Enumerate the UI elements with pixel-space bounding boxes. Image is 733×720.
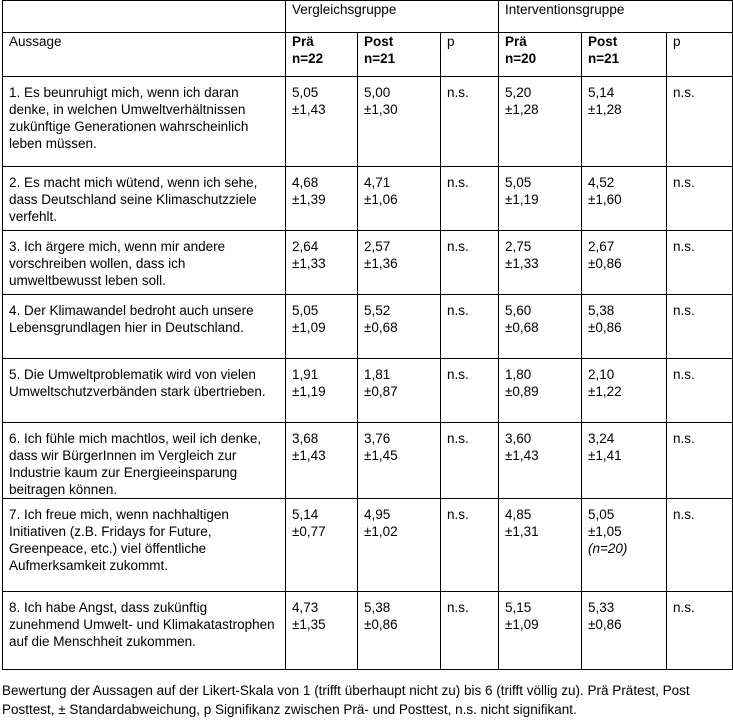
standard-deviation: ±1,60 <box>588 192 622 207</box>
mean-value: 3,60 <box>505 431 532 446</box>
column-header-vg-pre <box>286 33 358 77</box>
value-cell <box>499 423 582 499</box>
table-row <box>3 423 733 499</box>
significance-cell: n.s. <box>667 295 733 359</box>
standard-deviation: ±1,30 <box>364 102 398 117</box>
value-cell <box>286 592 358 670</box>
standard-deviation: ±1,36 <box>364 256 398 271</box>
value-cell <box>499 499 582 592</box>
mean-value: 5,15 <box>505 600 532 615</box>
mean-value: 1,91 <box>292 367 319 382</box>
value-cell <box>358 359 441 423</box>
table-row <box>3 295 733 359</box>
standard-deviation: ±0,86 <box>588 320 622 335</box>
standard-deviation: ±1,33 <box>505 256 539 271</box>
group-header-row <box>3 1 733 33</box>
significance-cell: n.s. <box>441 231 499 295</box>
mean-value: 5,60 <box>505 303 532 318</box>
table-body <box>3 77 733 670</box>
mean-value: 4,95 <box>364 507 391 522</box>
value-cell <box>499 295 582 359</box>
mean-value: 2,67 <box>588 239 615 254</box>
significance-cell: n.s. <box>441 167 499 231</box>
value-cell <box>358 295 441 359</box>
standard-deviation: ±0,68 <box>364 320 398 335</box>
mean-value: 2,75 <box>505 239 532 254</box>
mean-value: 4,73 <box>292 600 319 615</box>
standard-deviation: ±1,43 <box>292 448 326 463</box>
standard-deviation: ±1,09 <box>505 617 539 632</box>
standard-deviation: ±1,28 <box>505 102 539 117</box>
value-cell <box>358 231 441 295</box>
mean-value: 5,05 <box>292 85 319 100</box>
significance-cell: n.s. <box>441 295 499 359</box>
value-cell <box>358 167 441 231</box>
table-row <box>3 592 733 670</box>
standard-deviation: ±1,02 <box>364 524 398 539</box>
sample-size-note: (n=20) <box>588 541 628 556</box>
column-header-vg-p: p <box>441 33 499 77</box>
mean-value: 3,76 <box>364 431 391 446</box>
column-header-ig-post <box>582 33 667 77</box>
value-cell <box>286 167 358 231</box>
value-cell <box>499 359 582 423</box>
value-cell <box>582 359 667 423</box>
column-header-label: Post <box>364 34 394 49</box>
mean-value: 1,81 <box>364 367 391 382</box>
standard-deviation: ±1,19 <box>505 192 539 207</box>
value-cell <box>499 231 582 295</box>
mean-value: 5,38 <box>364 600 391 615</box>
mean-value: 5,14 <box>292 507 319 522</box>
standard-deviation: ±0,86 <box>364 617 398 632</box>
mean-value: 5,05 <box>588 507 615 522</box>
results-table <box>2 0 733 670</box>
value-cell <box>286 77 358 167</box>
group-header-intervention: Interventionsgruppe <box>499 1 733 33</box>
mean-value: 2,10 <box>588 367 615 382</box>
standard-deviation: ±1,05 <box>588 524 622 539</box>
value-cell <box>582 592 667 670</box>
significance-cell: n.s. <box>667 167 733 231</box>
statement-cell: 3. Ich ärgere mich, wenn mir andere vorschreiben wollen, dass ich umweltbewusst leben soll. <box>3 231 286 295</box>
standard-deviation: ±1,22 <box>588 384 622 399</box>
mean-value: 1,80 <box>505 367 532 382</box>
significance-cell: n.s. <box>667 359 733 423</box>
table-row <box>3 77 733 167</box>
table-row <box>3 359 733 423</box>
table-row <box>3 167 733 231</box>
significance-cell: n.s. <box>667 423 733 499</box>
value-cell <box>582 295 667 359</box>
mean-value: 5,14 <box>588 85 615 100</box>
mean-value: 2,64 <box>292 239 319 254</box>
significance-cell: n.s. <box>667 231 733 295</box>
value-cell <box>582 231 667 295</box>
column-header-aussage: Aussage <box>3 33 286 77</box>
significance-cell: n.s. <box>667 77 733 167</box>
value-cell <box>499 77 582 167</box>
empty-header-cell <box>3 1 286 33</box>
standard-deviation: ±0,86 <box>588 256 622 271</box>
mean-value: 5,38 <box>588 303 615 318</box>
significance-cell: n.s. <box>667 592 733 670</box>
standard-deviation: ±1,43 <box>505 448 539 463</box>
standard-deviation: ±1,31 <box>505 524 539 539</box>
value-cell <box>582 499 667 592</box>
standard-deviation: ±1,45 <box>364 448 398 463</box>
mean-value: 3,24 <box>588 431 615 446</box>
mean-value: 5,00 <box>364 85 391 100</box>
value-cell <box>286 359 358 423</box>
value-cell <box>499 592 582 670</box>
significance-cell: n.s. <box>441 359 499 423</box>
statement-cell: 1. Es beunruhigt mich, wenn ich daran denke, in welchen Umweltverhältnissen zukünftige Generationen wahrscheinlich leben müssen. <box>3 77 286 167</box>
standard-deviation: ±0,68 <box>505 320 539 335</box>
standard-deviation: ±1,28 <box>588 102 622 117</box>
statement-cell: 2. Es macht mich wütend, wenn ich sehe, dass Deutschland seine Klimaschutzziele verfehlt. <box>3 167 286 231</box>
value-cell <box>582 77 667 167</box>
significance-cell: n.s. <box>441 423 499 499</box>
mean-value: 5,20 <box>505 85 532 100</box>
significance-cell: n.s. <box>441 499 499 592</box>
standard-deviation: ±1,33 <box>292 256 326 271</box>
value-cell <box>582 423 667 499</box>
statement-cell: 7. Ich freue mich, wenn nachhaltigen Initiativen (z.B. Fridays for Future, Greenpeace, etc.) viel öffentliche Aufmerksamkeit zukommt. <box>3 499 286 592</box>
table-row <box>3 499 733 592</box>
standard-deviation: ±1,41 <box>588 448 622 463</box>
statement-cell: 8. Ich habe Angst, dass zukünftig zunehmend Umwelt- und Klimakatastrophen auf die Menschheit zukommen. <box>3 592 286 670</box>
mean-value: 3,68 <box>292 431 319 446</box>
mean-value: 5,05 <box>505 175 532 190</box>
standard-deviation: ±0,86 <box>588 617 622 632</box>
mean-value: 4,68 <box>292 175 319 190</box>
mean-value: 5,05 <box>292 303 319 318</box>
column-header-ig-pre <box>499 33 582 77</box>
significance-cell: n.s. <box>441 77 499 167</box>
standard-deviation: ±1,39 <box>292 192 326 207</box>
group-header-vergleich: Vergleichsgruppe <box>286 1 499 33</box>
value-cell <box>286 423 358 499</box>
table-row <box>3 231 733 295</box>
column-header-n: n=22 <box>292 51 324 66</box>
column-header-n: n=21 <box>364 51 396 66</box>
standard-deviation: ±1,09 <box>292 320 326 335</box>
column-header-label: Post <box>588 34 618 49</box>
mean-value: 4,85 <box>505 507 532 522</box>
mean-value: 4,71 <box>364 175 391 190</box>
standard-deviation: ±1,35 <box>292 617 326 632</box>
statement-cell: 4. Der Klimawandel bedroht auch unsere Lebensgrundlagen hier in Deutschland. <box>3 295 286 359</box>
significance-cell: n.s. <box>667 499 733 592</box>
value-cell <box>286 499 358 592</box>
value-cell <box>582 167 667 231</box>
standard-deviation: ±0,89 <box>505 384 539 399</box>
statement-cell: 5. Die Umweltproblematik wird von vielen Umweltschutzverbänden stark übertrieben. <box>3 359 286 423</box>
standard-deviation: ±0,87 <box>364 384 398 399</box>
value-cell <box>286 231 358 295</box>
mean-value: 2,57 <box>364 239 391 254</box>
standard-deviation: ±0,77 <box>292 524 326 539</box>
statement-cell: 6. Ich fühle mich machtlos, weil ich denke, dass wir BürgerInnen im Vergleich zur Industrie kaum zur Energieeinsparung beitragen können. <box>3 423 286 499</box>
table-footnote: Bewertung der Aussagen auf der Likert-Skala von 1 (trifft überhaupt nicht zu) bis 6 (trifft völlig zu). Prä Prätest, Post Posttest, ± Standardabweichung, p Signifikanz zwischen Prä- und Posttest, n.s. nicht signifikant. <box>2 683 690 717</box>
mean-value: 5,52 <box>364 303 391 318</box>
value-cell <box>358 592 441 670</box>
standard-deviation: ±1,43 <box>292 102 326 117</box>
column-header-vg-post <box>358 33 441 77</box>
value-cell <box>358 77 441 167</box>
mean-value: 5,33 <box>588 600 615 615</box>
value-cell <box>358 499 441 592</box>
value-cell <box>499 167 582 231</box>
significance-cell: n.s. <box>441 592 499 670</box>
column-header-ig-p: p <box>667 33 733 77</box>
column-header-label: Prä <box>505 34 527 49</box>
column-header-label: Prä <box>292 34 314 49</box>
column-header-row <box>3 33 733 77</box>
value-cell <box>286 295 358 359</box>
standard-deviation: ±1,19 <box>292 384 326 399</box>
column-header-n: n=21 <box>588 51 620 66</box>
column-header-n: n=20 <box>505 51 537 66</box>
mean-value: 4,52 <box>588 175 615 190</box>
value-cell <box>358 423 441 499</box>
standard-deviation: ±1,06 <box>364 192 398 207</box>
